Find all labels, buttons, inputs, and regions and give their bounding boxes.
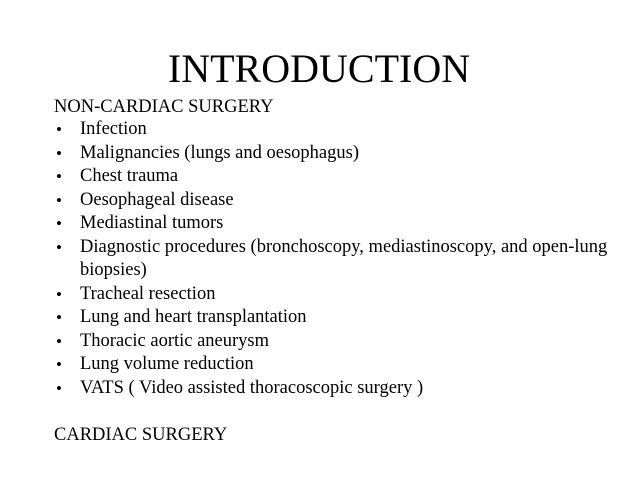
bullet-icon: • [56,143,62,163]
list-item-chest-trauma [54,165,614,189]
list-item-text: Tracheal resection [80,283,216,304]
list-item-malignancies [54,142,614,166]
list-item-text: Diagnostic procedures (bronchoscopy, mediastinoscopy, and open-lung biopsies) [80,236,608,280]
list-item-text: Oesophageal disease [80,189,234,210]
list-item-text: Lung and heart transplantation [80,307,307,327]
bullet-icon: • [56,237,62,257]
bullet-icon: • [56,331,62,351]
bullet-icon: • [56,120,62,139]
bullet-icon: • [56,214,62,233]
list-item-tracheal-resection [54,283,614,307]
cardiac-heading: CARDIAC SURGERY [54,425,228,445]
list-item-aortic-aneurysm [54,330,614,354]
list-item-diagnostic-procedures [54,236,614,283]
list-item-text: Lung volume reduction [80,354,254,374]
bullet-icon: • [56,190,62,210]
list-item-lung-volume-reduction [54,353,614,377]
non-cardiac-list [54,118,614,400]
list-item-text: Chest trauma [80,166,179,186]
list-item-text: Infection [80,119,147,139]
list-item-vats [54,377,614,401]
bullet-icon: • [56,167,62,186]
list-item-oesophageal-disease [54,189,614,213]
non-cardiac-heading: NON-CARDIAC SURGERY [54,97,274,117]
list-item-text: Malignancies (lungs and oesophagus) [80,142,359,163]
bullet-icon: • [56,284,62,304]
bullet-icon: • [56,308,62,327]
list-item-mediastinal-tumors [54,212,614,236]
bullet-icon: • [56,378,62,398]
list-item-infection [54,118,614,142]
slide-title: INTRODUCTION [167,46,471,91]
list-item-text: VATS ( Video assisted thoracoscopic surgery ) [80,377,424,398]
list-item-text: Thoracic aortic aneurysm [80,330,270,351]
list-item-text: Mediastinal tumors [80,213,224,233]
bullet-icon: • [56,355,62,374]
list-item-transplantation [54,306,614,330]
